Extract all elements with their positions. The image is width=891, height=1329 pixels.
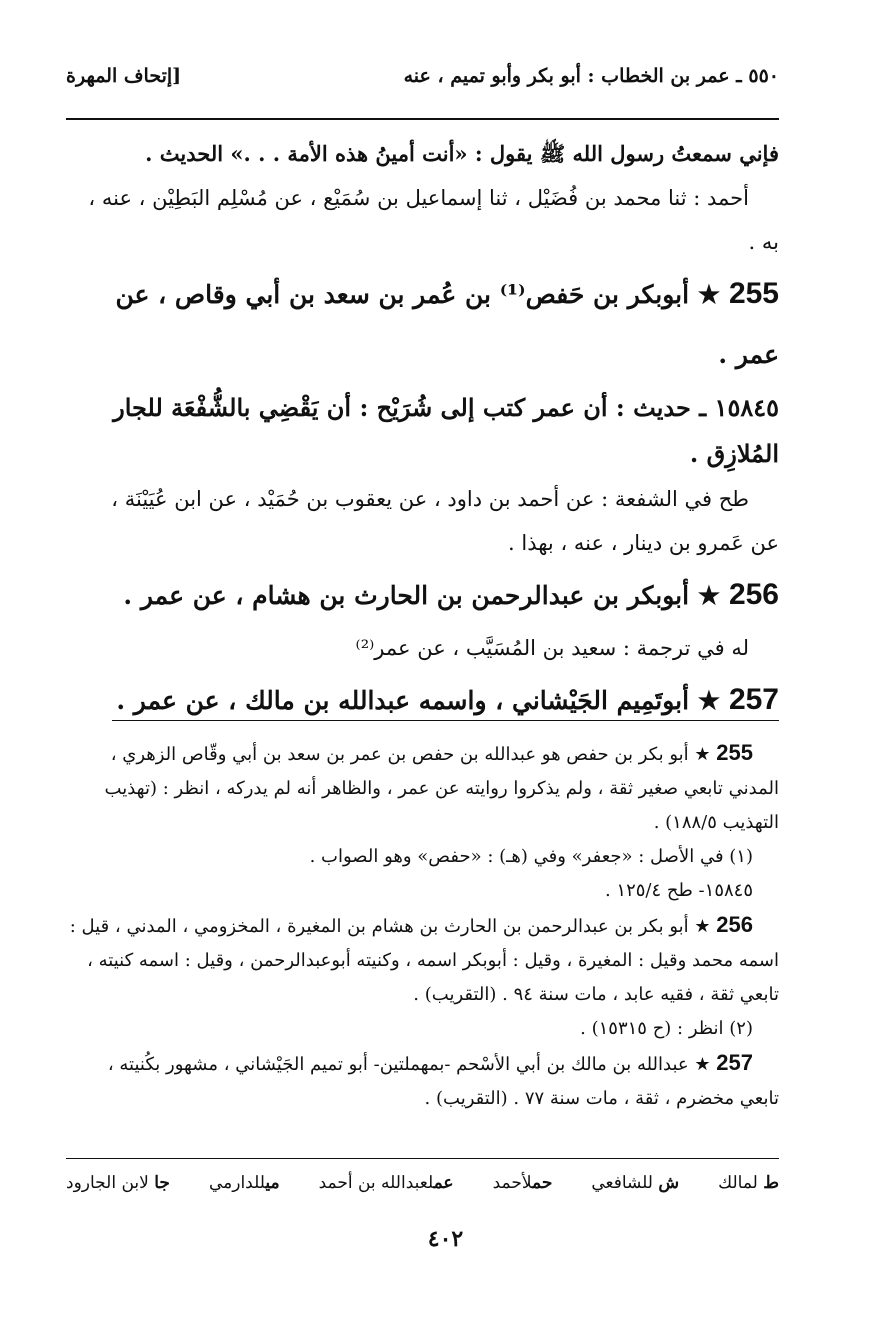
takhrij-line1: طح في الشفعة : عن أحمد بن داود ، عن يعقوب بن حُمَيْد ، عن ابن عُيَيْنَة ، xyxy=(111,487,749,511)
main-text xyxy=(66,132,779,731)
star-icon: ★ xyxy=(697,280,721,309)
abbrev-rule xyxy=(66,1158,779,1159)
isnad-ahmad xyxy=(66,176,779,220)
note-number: 255 xyxy=(716,740,753,765)
star-icon: ★ xyxy=(694,916,711,937)
header-book-title: [إتحاف المهرة xyxy=(66,65,182,87)
note-256-line1 xyxy=(66,908,779,944)
star-icon: ★ xyxy=(697,581,721,610)
header-chapter-title: ٥٥٠ ـ عمر بن الخطاب : أبو بكر وأبو تميم ، عنه xyxy=(403,65,779,87)
note-256-line2: اسمه محمد وقيل : المغيرة ، وقيل : أبوبكر اسمه ، وكنيته أبوعبدالرحمن ، وقيل : اسمه كنيته ، xyxy=(87,950,779,971)
star-icon: ★ xyxy=(694,744,711,765)
isnad-end: به . xyxy=(748,230,779,254)
ref-15845: ١٥٨٤٥- طح ١٢٥/٤ . xyxy=(604,880,753,901)
entry-255 xyxy=(66,264,779,385)
note-number: 257 xyxy=(716,1050,753,1075)
note-256-line3: تابعي ثقة ، فقيه عابد ، مات سنة ٩٤ . (التقريب) . xyxy=(413,984,779,1005)
isnad-line: أحمد : ثنا محمد بن فُضَيْل ، ثنا إسماعيل بن سُمَيْع ، عن مُسْلِم البَطِيْن ، عنه ، xyxy=(88,186,749,210)
entry-text: أبوبكر بن حَفص⁽¹⁾ بن عُمر بن سعد بن أبي وقاص ، عن عمر . xyxy=(115,280,779,369)
footnotes xyxy=(66,736,779,1116)
abbrev-item: عملعبدالله بن أحمد xyxy=(318,1173,454,1193)
note-257-line1 xyxy=(66,1046,779,1082)
entry-256 xyxy=(66,565,779,626)
note-text: أبو بكر بن عبدالرحمن بن الحارث بن هشام بن المغيرة ، المخزومي ، المدني ، قيل : xyxy=(69,916,689,937)
page-number: ٤٠٢ xyxy=(427,1226,464,1252)
abbrev-item: جا لابن الجارود xyxy=(66,1173,170,1193)
entry-257 xyxy=(66,670,779,731)
note-text: عبدالله بن مالك بن أبي الأسْحم -بمهملتين- أبو تميم الجَيْشاني ، مشهور بكُنيته ، xyxy=(107,1054,689,1075)
footnote-rule xyxy=(112,720,779,721)
abbrev-item: ط لمالك xyxy=(718,1173,779,1193)
header-rule xyxy=(66,118,779,120)
abbrev-item: ش للشافعي xyxy=(591,1173,680,1193)
entry-number: 255 xyxy=(728,277,779,310)
star-icon: ★ xyxy=(694,1054,711,1075)
entry-text: أبوبكر بن عبدالرحمن بن الحارث بن هشام ، عن عمر . xyxy=(123,581,690,610)
hadith-continuation: فإني سمعتُ رسول الله ﷺ يقول : «أنت أمينُ هذه الأمة . . .» الحديث . xyxy=(145,141,779,166)
abbrev-item: حملأحمد xyxy=(492,1173,553,1193)
note-255-line1 xyxy=(66,736,779,772)
note-number: 256 xyxy=(716,912,753,937)
takhrij-line2: عن عَمرو بن دينار ، عنه ، بهذا . xyxy=(508,531,779,555)
running-header xyxy=(66,56,779,96)
note-text: أبو بكر بن حفص هو عبدالله بن حفص بن عمر بن سعد بن أبي وقّاص الزهري ، xyxy=(110,744,689,765)
abbreviation-key xyxy=(66,1168,779,1198)
note-255-line2: المدني تابعي صغير ثقة ، ولم يذكروا روايته عن عمر ، والظاهر أنه لم يدركه ، انظر : (تهذيب xyxy=(104,778,779,799)
abbrev-item: ميللدارمي xyxy=(208,1173,280,1193)
tarjama-ref: له في ترجمة : سعيد بن المُسَيَّب ، عن عمر⁽²⁾ xyxy=(355,636,749,660)
star-icon: ★ xyxy=(697,686,721,715)
entry-text: أبوتَمِيم الجَيْشاني ، واسمه عبدالله بن مالك ، عن عمر . xyxy=(116,686,690,715)
note-257-line2: تابعي مخضرم ، ثقة ، مات سنة ٧٧ . (التقريب) . xyxy=(424,1088,779,1109)
footnote-2: (٢) انظر : (ح ١٥٣١٥) . xyxy=(580,1018,753,1039)
hadith-15845-line1: ١٥٨٤٥ ـ حديث : أن عمر كتب إلى شُرَيْح : أن يَقْضِي بالشُّفْعَة للجار xyxy=(113,393,779,422)
hadith-15845-line2: المُلازِق . xyxy=(689,439,779,468)
entry-number: 257 xyxy=(728,683,779,716)
footnote-1: (١) في الأصل : «جعفر» وفي (هـ) : «حفص» وهو الصواب . xyxy=(309,846,753,867)
note-255-line3: التهذيب ١٨٨/٥) . xyxy=(653,812,779,833)
entry-number: 256 xyxy=(728,578,779,611)
